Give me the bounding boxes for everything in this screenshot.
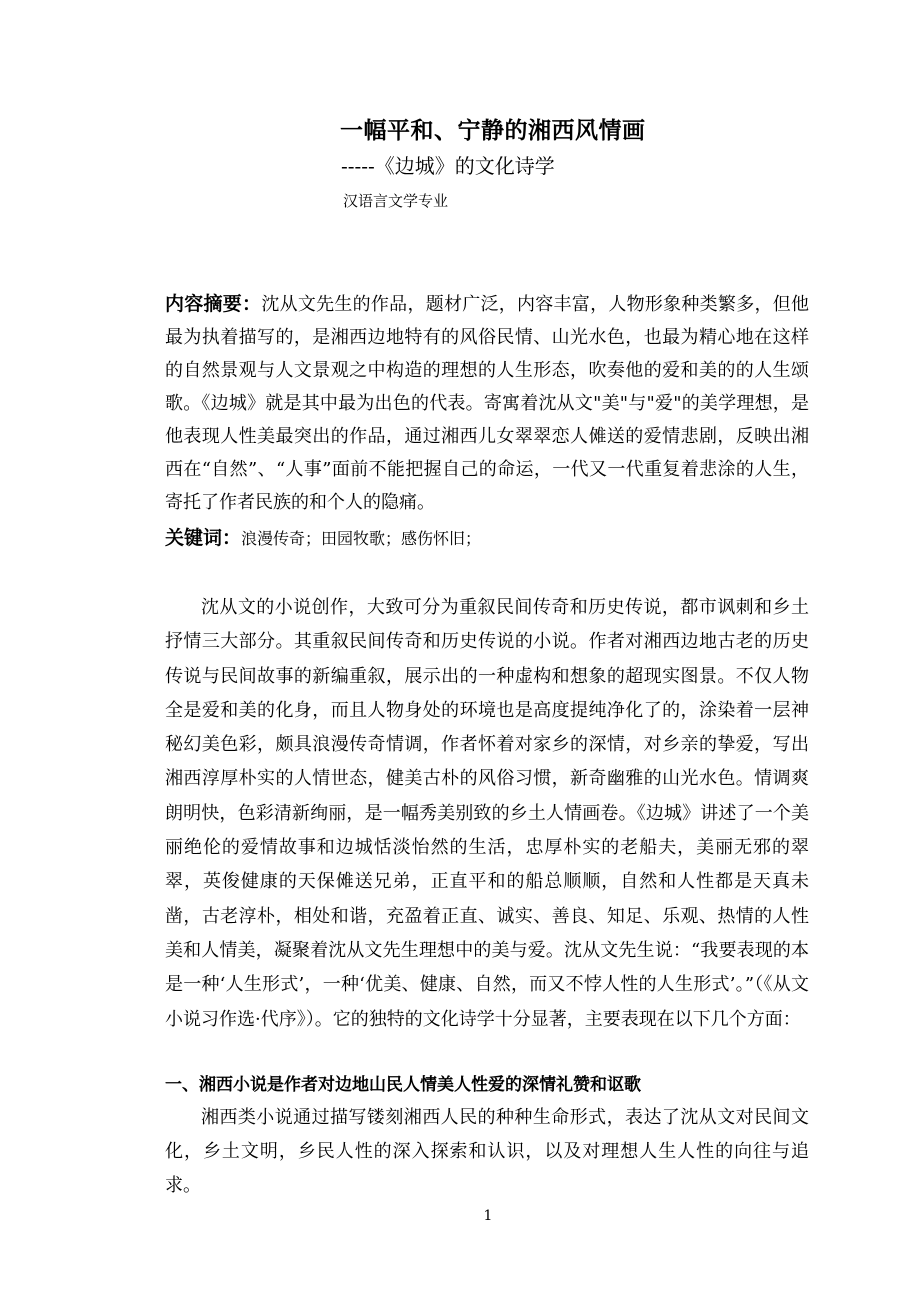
section-paragraph: 湘西类小说通过描写镂刻湘西人民的种种生命形式，表达了沈从文对民间文化，乡土文明，乡民人性的深入探索和认识，以及对理想人生人性的向往与追求。	[165, 1107, 809, 1196]
abstract-label: 内容摘要：	[165, 293, 262, 315]
body-paragraph: 沈从文的小说创作，大致可分为重叙民间传奇和历史传说，都市讽刺和乡土抒情三大部分。其重叙民间传奇和历史传说的小说。作者对湘西边地古老的历史传说与民间故事的新编重叙，展示出的一种虚构和想象的超现实图景。不仅人物全是爱和美的化身，而且人物身处的环境也是高度提纯净化了的，涂染着一层神秘幻美色彩，颇具浪漫传奇情调，作者怀着对家乡的深情，对乡亲的挚爱，写出湘西淳厚朴实的人情世态，健美古朴的风俗习惯，新奇幽雅的山光水色。情调爽朗明快，色彩清新绚丽，是一幅秀美别致的乡土人情画卷。《边城》讲述了一个美丽绝伦的爱情故事和边城恬淡怡然的生活，忠厚朴实的老船夫，美丽无邪的翠翠，英俊健康的天保傩送兄弟，正直平和的船总顺顺，自然和人性都是天真未凿，古老淳朴，相处和谐，充盈着正直、诚实、善良、知足、乐观、热情的人性美和人情美，凝聚着沈从文先生理想中的美与爱。沈从文先生说：“我要表现的本是一种‘人生形式’，一种‘优美、健康、自然，而又不悖人性的人生形式’。”（《从文小说习作选·代序》）。它的独特的文化诗学十分显著，主要表现在以下几个方面：	[165, 597, 809, 1030]
document-subtitle: -----《边城》的文化诗学	[341, 154, 555, 178]
page-number: 1	[483, 1208, 493, 1224]
keywords-label: 关键词：	[165, 527, 242, 549]
abstract-text: 沈从文先生的作品，题材广泛，内容丰富，人物形象种类繁多，但他最为执着描写的，是湘西边地特有的风俗民情、山光水色，也最为精心地在这样的自然景观与人文景观之中构造的理想的人生形态，吹奏他的爱和美的的人生颂歌。《边城》就是其中最为出色的代表。寄寓着沈从文"美"与"爱"的美学理想，是他表现人性美最突出的作品，通过湘西儿女翠翠恋人傩送的爱情悲剧，反映出湘西在“自然”、“人事”面前不能把握自己的命运，一代又一代重复着悲涂的人生，寄托了作者民族的和个人的隐痛。	[165, 294, 809, 513]
author-major: 汉语言文学专业	[343, 192, 449, 210]
document-title: 一幅平和、宁静的湘西风情画	[340, 118, 646, 144]
section-heading: 一、湘西小说是作者对边地山民人情美人性爱的深情礼赞和讴歌	[165, 1075, 641, 1095]
keywords-text: 浪漫传奇；田园牧歌；感伤怀旧；	[241, 529, 482, 548]
abstract-paragraph	[165, 288, 809, 519]
keywords-line	[165, 523, 481, 550]
